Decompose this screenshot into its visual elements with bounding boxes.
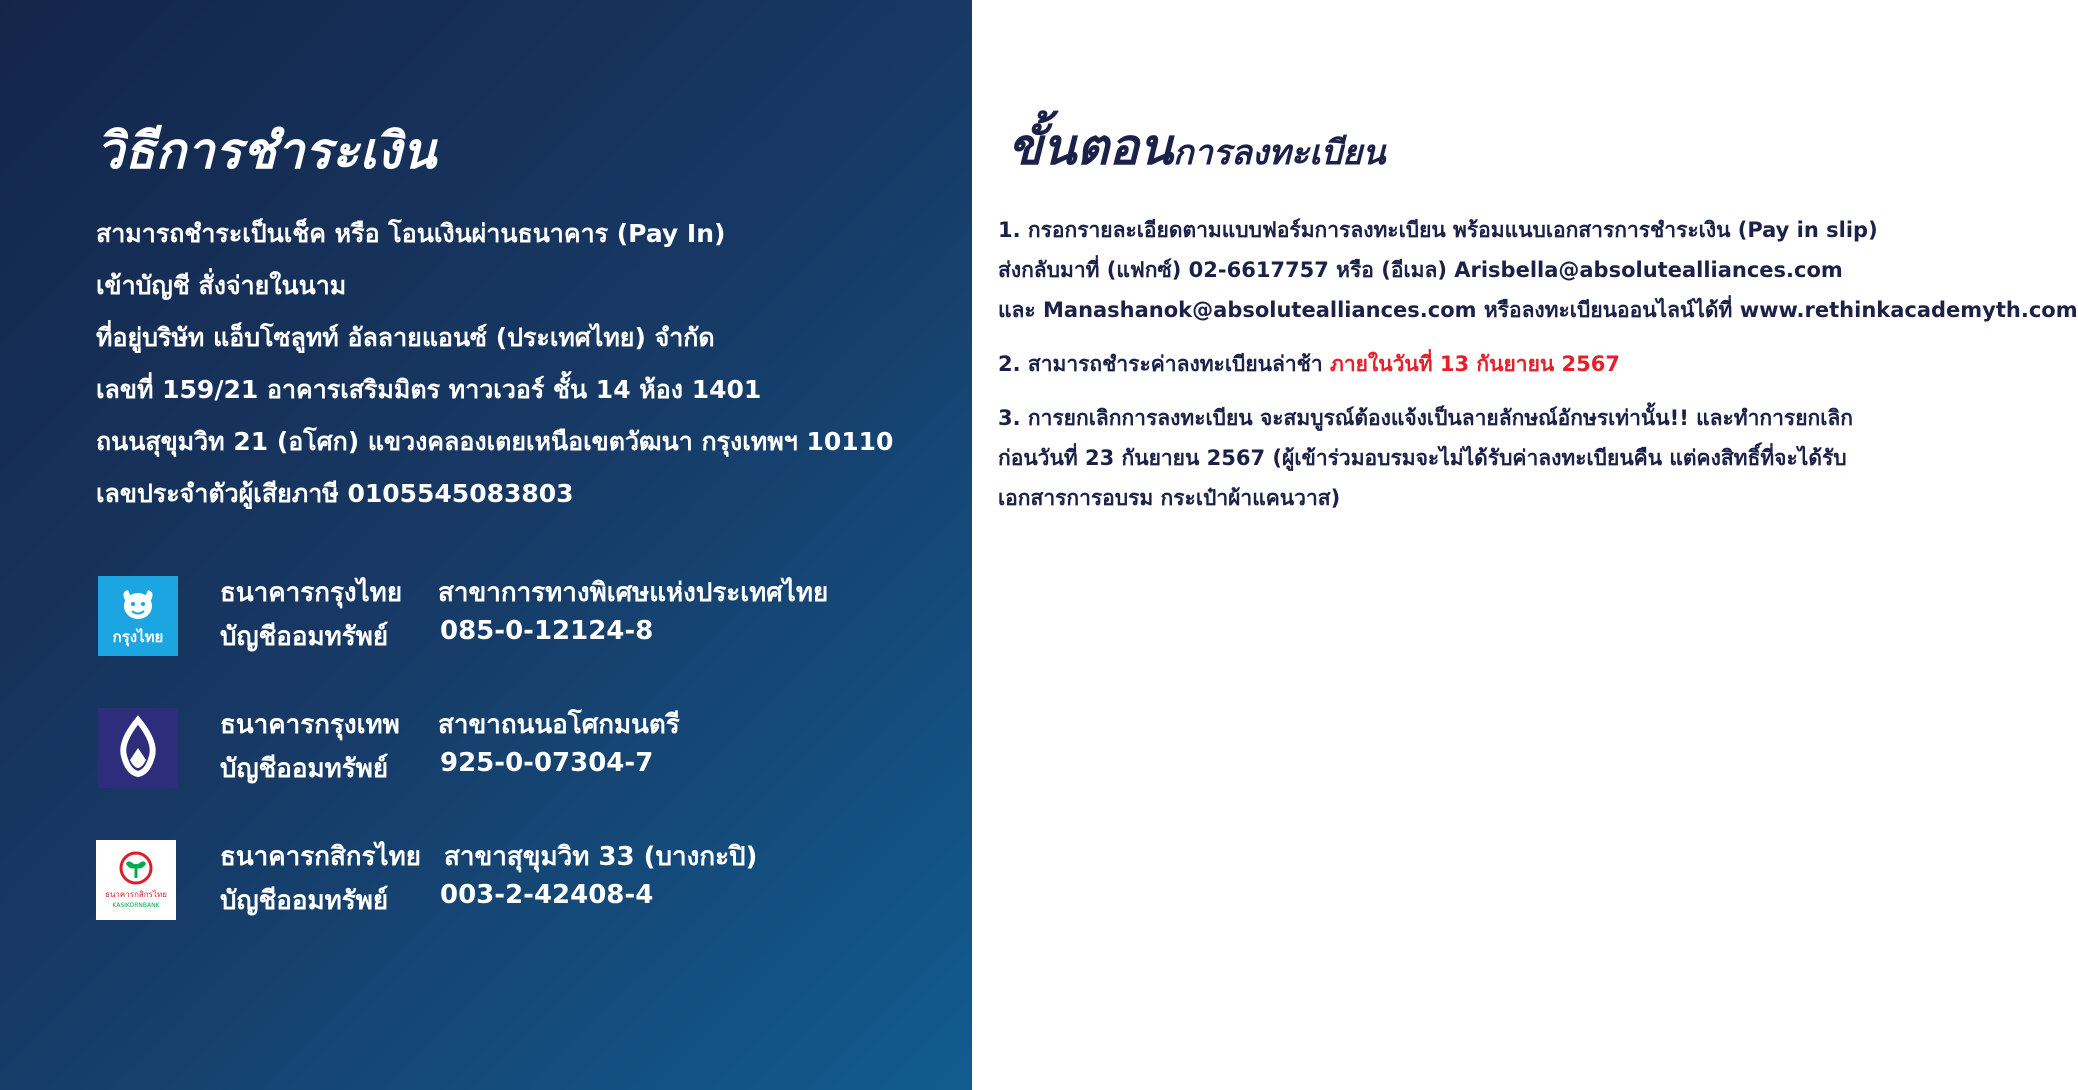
bank-branch: สาขาสุขุมวิท 33 (บางกะปิ) [444, 842, 758, 872]
payment-line: ที่อยู่บริษัท แอ็บโซลูทท์ อัลลายแอนซ์ (ประเทศไทย) จำกัด [96, 323, 715, 352]
kasikorn-logo-subtext: KASIKORNBANK [112, 902, 160, 909]
account-type: บัญชีออมทรัพย์ [220, 886, 389, 916]
payment-panel [0, 0, 972, 1090]
step-3-line: ก่อนวันที่ 23 กันยายน 2567 (ผู้เข้าร่วมอบรมจะไม่ได้รับค่าลงทะเบียนคืน แต่คงสิทธิ์ที่จะได้รับ [998, 446, 1847, 470]
bank-name: ธนาคารกรุงเทพ [220, 710, 400, 740]
account-type: บัญชีออมทรัพย์ [220, 754, 389, 784]
step-1-line: ส่งกลับมาที่ (แฟกซ์) 02-6617757 หรือ (อีเมล) Arisbella@absolutealliances.com [998, 258, 1843, 282]
bank-name: ธนาคารกสิกรไทย [220, 842, 421, 872]
bank-entry-kasikorn [98, 836, 898, 918]
bank-entry-krungthai [98, 572, 898, 654]
kasikorn-logo-text: ธนาคารกสิกรไทย [105, 890, 167, 899]
payment-title: วิธีการชำระเงิน [96, 122, 437, 180]
payment-details [96, 208, 893, 520]
step-2-deadline: ภายในวันที่ 13 กันยายน 2567 [1330, 352, 1620, 376]
step-2-text: 2. สามารถชำระค่าลงทะเบียนล่าช้า [998, 352, 1331, 376]
bank-branch: สาขาการทางพิเศษแห่งประเทศไทย [438, 578, 829, 608]
step-3-line: 3. การยกเลิกการลงทะเบียน จะสมบูรณ์ต้องแจ้งเป็นลายลักษณ์อักษรเท่านั้น!! และทำการยกเลิก [998, 406, 1853, 430]
step-1-line: 1. กรอกรายละเอียดตามแบบฟอร์มการลงทะเบียน พร้อมแนบเอกสารการชำระเงิน (Pay in slip) [998, 218, 1878, 242]
krungthai-logo-text: กรุงไทย [112, 628, 164, 646]
account-number: 925-0-07304-7 [440, 748, 654, 778]
kasikorn-logo-icon [96, 840, 176, 920]
bank-name: ธนาคารกรุงไทย [220, 578, 403, 608]
registration-title [1008, 108, 1385, 187]
bangkok-bank-logo-icon [98, 708, 178, 788]
payment-line: ถนนสุขุมวิท 21 (อโศก) แขวงคลองเตยเหนือเขตวัฒนา กรุงเทพฯ 10110 [96, 427, 894, 456]
bank-branch: สาขาถนนอโศกมนตรี [438, 710, 680, 740]
account-number: 085-0-12124-8 [440, 616, 654, 646]
step-1-line: และ Manashanok@absolutealliances.com หรือลงทะเบียนออนไลน์ได้ที่ www.rethinkacademyth.com [998, 298, 2078, 322]
payment-line: เข้าบัญชี สั่งจ่ายในนาม [96, 271, 347, 300]
registration-title-main: ขั้นตอน [1008, 118, 1174, 176]
payment-line: สามารถชำระเป็นเช็ค หรือ โอนเงินผ่านธนาคาร (Pay In) [96, 219, 726, 248]
bank-entry-bangkok [98, 704, 898, 786]
payment-line: เลขที่ 159/21 อาคารเสริมมิตร ทาวเวอร์ ชั้น 14 ห้อง 1401 [96, 375, 762, 404]
registration-panel [972, 0, 2078, 1090]
account-type: บัญชีออมทรัพย์ [220, 622, 389, 652]
registration-steps [998, 210, 2078, 518]
payment-line: เลขประจำตัวผู้เสียภาษี 0105545083803 [96, 479, 574, 508]
krungthai-logo-icon [98, 576, 178, 656]
step-2-line [998, 344, 1933, 384]
step-3-line: เอกสารการอบรม กระเป๋าผ้าแคนวาส) [998, 486, 1341, 510]
registration-title-sub: การลงทะเบียน [1173, 133, 1386, 173]
account-number: 003-2-42408-4 [440, 880, 654, 910]
